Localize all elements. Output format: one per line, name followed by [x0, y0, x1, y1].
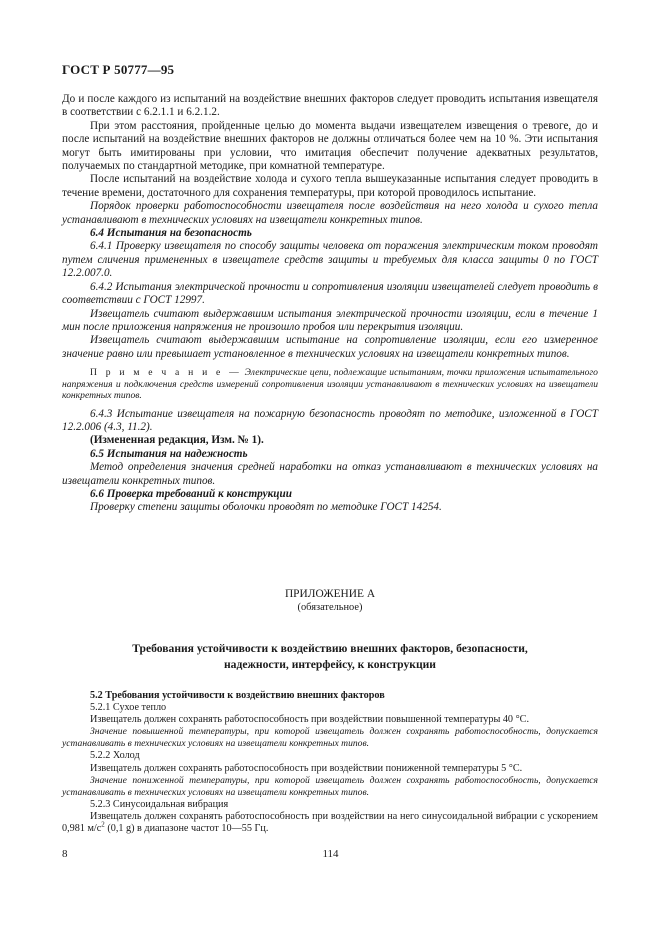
paragraph: При этом расстояния, пройденные целью до момента выдачи извещателем извещения о тревоге, до и после испытаний на воздействие внешних факторов не должны отличаться более чем на 10 %. Эти испытания могут быть имитированы при условии, что имитация обеспечит получение адекватных результатов, получаемых по стандартной методике, при комнатной температуре. [62, 119, 598, 173]
document-body [62, 93, 598, 515]
annex-text: (0,1 g) в диапазоне частот 10—55 Гц. [104, 823, 269, 835]
paragraph: После испытаний на воздействие холода и сухого тепла вышеуказанные испытания следует проводить в течение времени, достаточного для сохранения температуры, при которой проводилось испытание. [62, 173, 598, 199]
section-heading-6-5: 6.5 Испытания на надежность [90, 447, 248, 460]
annex-label: ПРИЛОЖЕНИЕ А [284, 588, 376, 600]
annex-paragraph: Извещатель должен сохранять работоспособность при воздействии пониженной температуры 5 °С. [90, 762, 523, 774]
annex-paragraph: Значение повышенной температуры, при которой извещатель должен сохранять работоспособность, допускается устанавливать в технических условиях на извещатели конкретных типов. [62, 726, 598, 750]
annex-heading-5-2: 5.2 Требования устойчивости к воздействию внешних факторов [90, 690, 385, 701]
paragraph: Извещатель считают выдержавшим испытания электрической прочности изоляции, если в течение 1 мин после приложения напряжения не произошло пробоя или перекрытия изоляции. [62, 307, 598, 333]
paragraph: Порядок проверки работоспособности извещателя после воздействия на него холода и сухого тепла устанавливают в технических условиях на извещатели конкретных типов. [62, 200, 598, 226]
annex-header [62, 587, 598, 615]
note [62, 367, 598, 402]
paragraph: До и после каждого из испытаний на воздействие внешних факторов следует проводить испытания извещателя в соответствии с 6.2.1.1 и 6.2.1.2. [62, 93, 598, 119]
annex-status: (обязательное) [297, 602, 363, 613]
paragraph-6-6: Проверку степени защиты оболочки проводят по методике ГОСТ 14254. [90, 501, 442, 514]
annex-title-line: надежности, интерфейсу, к конструкции [224, 658, 436, 671]
annex-title [62, 641, 598, 673]
annex-subheading-5-2-1: 5.2.1 Сухое тепло [90, 702, 167, 714]
paragraph-6-4-1: 6.4.1 Проверку извещателя по способу защиты человека от поражения электрическим током проводят путем сличения примененных в извещателе средств защиты и требуемых для класса защиты 0 по ГОСТ 12.2.007.0. [62, 240, 598, 280]
paragraph-6-4-3: 6.4.3 Испытание извещателя на пожарную безопасность проводят по методике, изложенной в ГОСТ 12.2.006 (4.3, 11.2). [62, 407, 598, 434]
page-number-left: 8 [62, 848, 68, 860]
note-text: Электрические цепи, подлежащие испытаниям, точки приложения испытательного напряжения и подключения средств измерений сопротивления изоляции устанавливают в технических условиях на извещатели конкретных типов. [62, 367, 598, 402]
annex-paragraph: Значение пониженной температуры, при которой извещатель должен сохранять работоспособность, допускается устанавливать в технических условиях на извещатели конкретных типов. [62, 774, 598, 798]
section-heading-6-6: 6.6 Проверка требований к конструкции [90, 488, 292, 501]
annex-paragraph [62, 811, 598, 835]
annex-paragraph: Извещатель должен сохранять работоспособность при воздействии повышенной температуры 40 °С. [90, 714, 529, 726]
paragraph-6-5: Метод определения значения средней наработки на отказ устанавливают в технических условиях на извещатели конкретных типов. [62, 461, 598, 487]
annex-subheading-5-2-2: 5.2.2 Холод [90, 750, 140, 762]
note-label: П р и м е ч а н и е — [90, 367, 242, 379]
standard-header: ГОСТ Р 50777—95 [62, 62, 175, 77]
annex-body [62, 690, 598, 835]
section-heading-6-4: 6.4 Испытания на безопасность [90, 227, 252, 240]
annex-subheading-5-2-3: 5.2.3 Синусоидальная вибрация [90, 798, 229, 810]
paragraph: Извещатель считают выдержавшим испытание на сопротивление изоляции, если его измеренное значение равно или превышает установленное в технических условиях на извещатели конкретных типов. [62, 334, 598, 360]
amendment-note: (Измененная редакция, Изм. № 1). [90, 434, 264, 447]
paragraph-6-4-2: 6.4.2 Испытания электрической прочности и сопротивления изоляции извещателей следует проводить в соответствии с ГОСТ 12997. [62, 280, 598, 307]
annex-text: Извещатель должен сохранять работоспособность при воздействии на него синусоидальной вибрации с ускорением 0,981 м/с [62, 810, 598, 835]
superscript: 2 [101, 820, 105, 829]
annex-title-line: Требования устойчивости к воздействию внешних факторов, безопасности, [132, 642, 528, 655]
page-number-center: 114 [322, 848, 339, 860]
